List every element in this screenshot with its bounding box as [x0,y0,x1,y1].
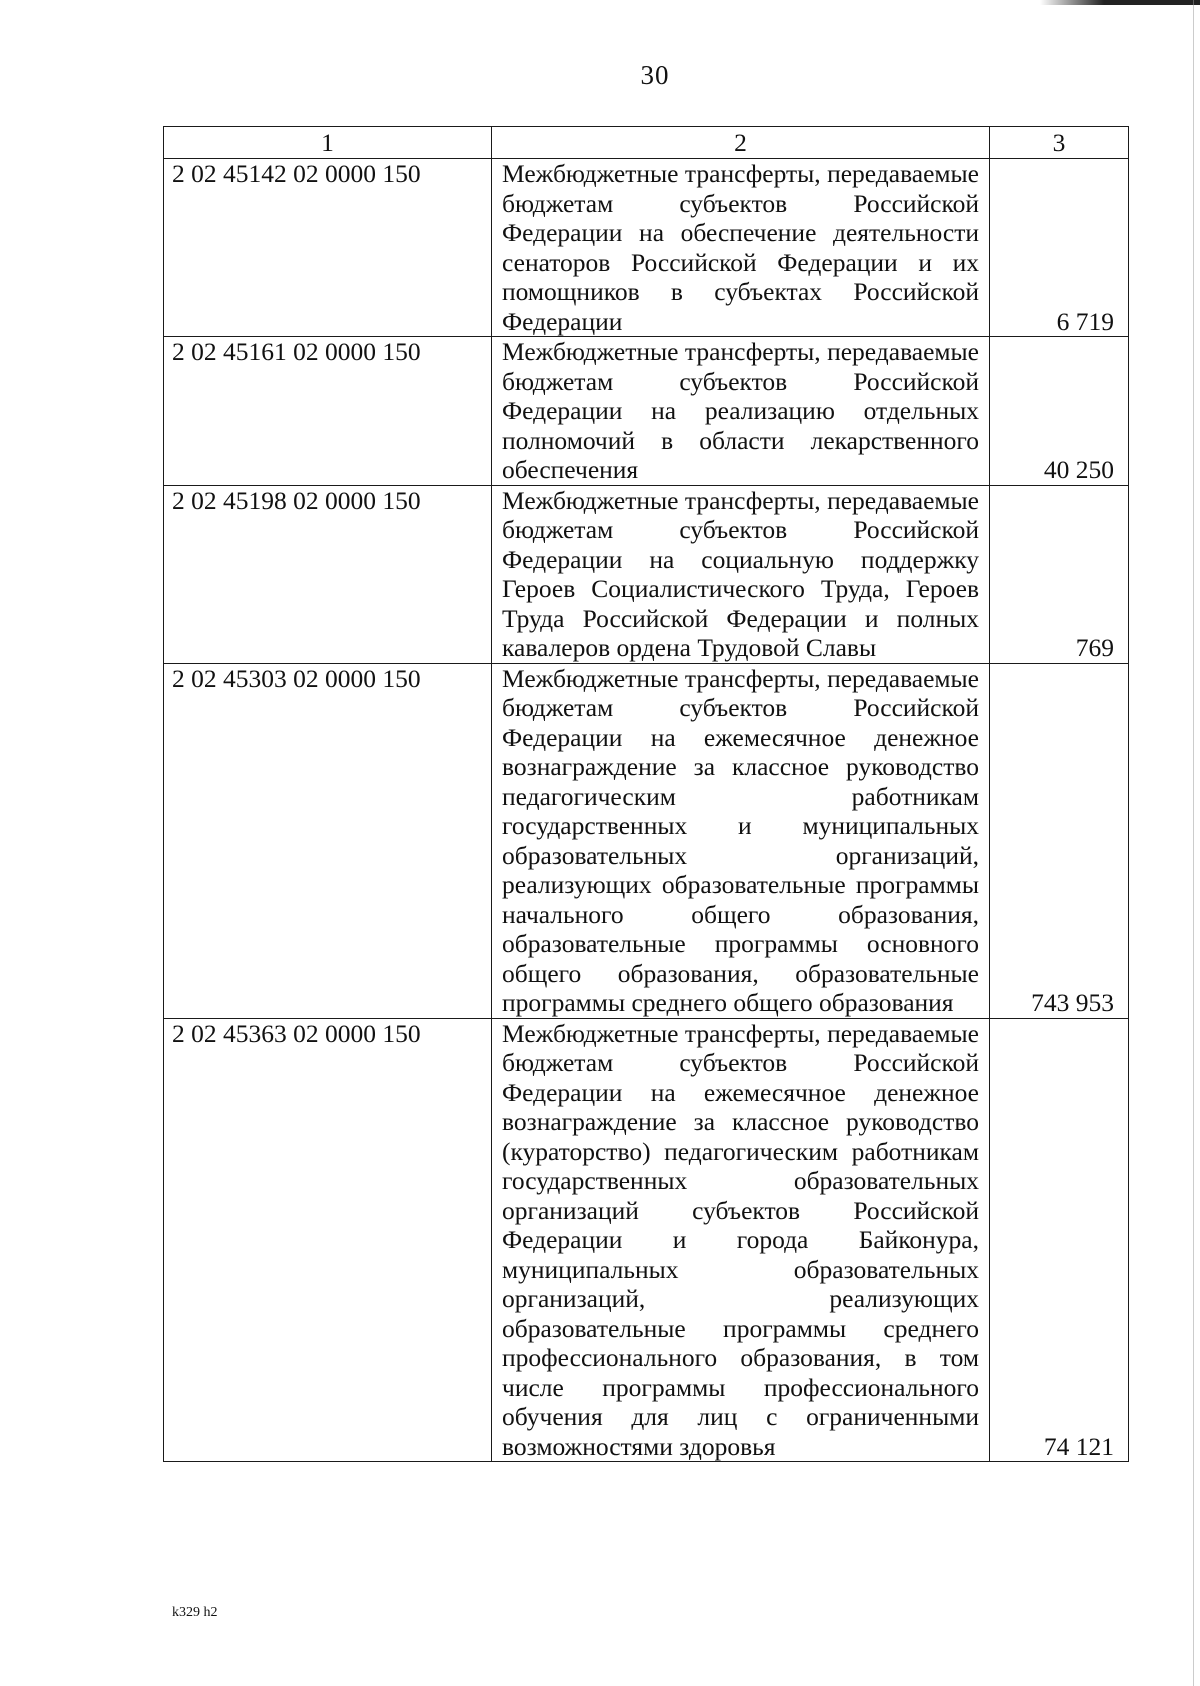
row-description: Межбюджетные трансферты, передаваемые бюджетам субъектов Российской Федерации на реализацию отдельных полномочий в области лекарственного обеспечения [492,337,990,486]
column-header-description: 2 [492,127,990,159]
row-description: Межбюджетные трансферты, передаваемые бюджетам субъектов Российской Федерации на социальную поддержку Героев Социалистического Труда, Героев Труда Российской Федерации и полных кавалеров ордена Трудовой Славы [492,485,990,663]
row-code: 2 02 45142 02 0000 150 [164,159,492,337]
row-code: 2 02 45363 02 0000 150 [164,1018,492,1462]
row-amount: 6 719 [990,159,1129,337]
table-row [164,159,1129,337]
table-row [164,1018,1129,1462]
row-code: 2 02 45303 02 0000 150 [164,663,492,1018]
row-description: Межбюджетные трансферты, передаваемые бюджетам субъектов Российской Федерации на обеспечение деятельности сенаторов Российской Федерации и их помощников в субъектах Российской Федерации [492,159,990,337]
page-number: 30 [640,60,670,90]
row-amount: 743 953 [990,663,1129,1018]
table-row [164,663,1129,1018]
document-footer-tag: k329 h2 [172,1605,218,1620]
column-header-amount: 3 [990,127,1129,159]
column-header-code: 1 [164,127,492,159]
table-row [164,337,1129,486]
scan-right-edge [1193,0,1194,1686]
row-code: 2 02 45161 02 0000 150 [164,337,492,486]
table-header-row [164,127,1129,159]
row-description: Межбюджетные трансферты, передаваемые бюджетам субъектов Российской Федерации на ежемесячное денежное вознаграждение за классное руководство педагогическим работникам государственных и муниципальных образовательных организаций, реализующих образовательные программы начального общего образования, образовательные программы основного общего образования, образовательные программы среднего общего образования [492,663,990,1018]
table-row [164,485,1129,663]
row-amount: 40 250 [990,337,1129,486]
row-description: Межбюджетные трансферты, передаваемые бюджетам субъектов Российской Федерации на ежемесячное денежное вознаграждение за классное руководство (кураторство) педагогическим работникам государственных образовательных организаций субъектов Российской Федерации и города Байконура, муниципальных образовательных организаций, реализующих образовательные программы среднего профессионального образования, в том числе программы профессионального обучения для лиц с ограниченными возможностями здоровья [492,1018,990,1462]
row-amount: 769 [990,485,1129,663]
row-amount: 74 121 [990,1018,1129,1462]
scan-top-edge [1040,0,1200,5]
row-code: 2 02 45198 02 0000 150 [164,485,492,663]
budget-table [163,126,1129,1462]
